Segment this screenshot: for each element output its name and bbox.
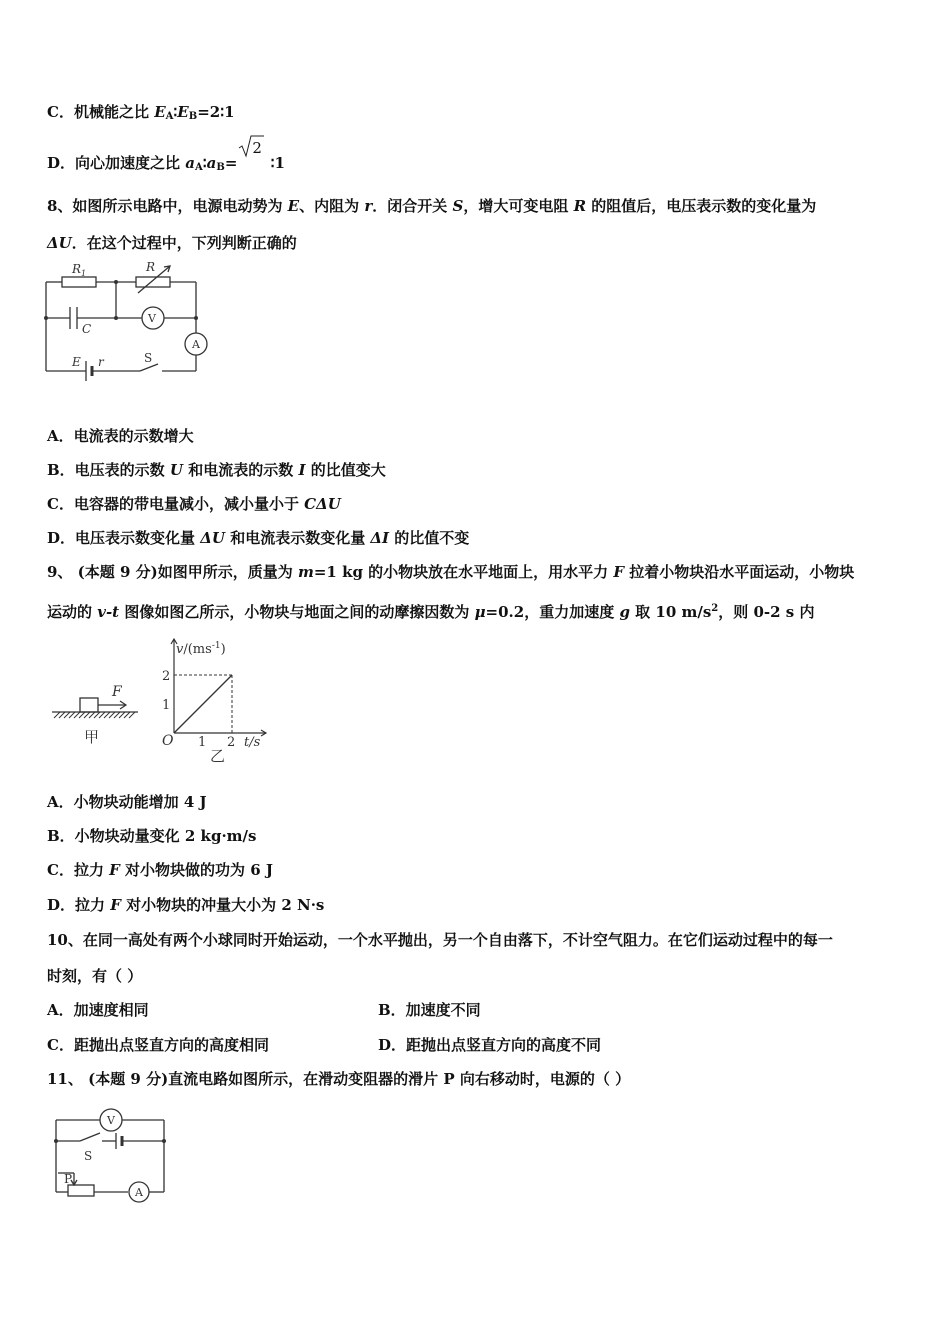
- origin-label: O: [162, 733, 174, 749]
- q9-stem-line1: 9、 (本题 9 分)如图甲所示，质量为 m=1 kg 的小物块放在水平地面上，用水平力 F 拉着小物块沿水平面运动，小物块: [47, 563, 855, 581]
- q9-vt-chart: [158, 633, 278, 763]
- svg-text:V: V: [107, 1114, 115, 1127]
- svg-text:P: P: [64, 1172, 73, 1186]
- q10-option-b: B．加速度不同: [378, 1001, 481, 1019]
- svg-text:C: C: [82, 322, 92, 336]
- switch-icon: [140, 364, 158, 371]
- q10-stem-line1: 10、在同一高处有两个小球同时开始运动，一个水平抛出，另一个自由落下，不计空气阻力。在它们运动过程中的每一: [47, 931, 833, 949]
- q10-option-a: A．加速度相同: [47, 1001, 149, 1019]
- q9-option-d: D．拉力 F 对小物块的冲量大小为 2 N·s: [47, 896, 325, 914]
- q9-option-c: C．拉力 F 对小物块做的功为 6 J: [47, 861, 274, 879]
- q8-option-d: D．电压表示数变化量 ΔU 和电流表示数变化量 ΔI 的比值不变: [47, 529, 470, 547]
- sqrt-expression: 2: [237, 148, 265, 168]
- svg-text:甲: 甲: [84, 728, 100, 746]
- y-tick-label: 2: [162, 669, 171, 684]
- svg-text:r: r: [98, 355, 104, 369]
- y-axis-label: $v/(ms^{-1})$: [176, 641, 226, 657]
- q8-circuit-diagram: [40, 258, 230, 393]
- q8-option-a: A．电流表的示数增大: [47, 427, 194, 445]
- svg-text:V: V: [148, 312, 156, 325]
- figure-label: 乙: [210, 747, 226, 765]
- q10-stem-line2: 时刻，有（ ）: [47, 967, 143, 985]
- q8-stem-line2: ΔU．在这个过程中，下列判断正确的: [47, 234, 297, 252]
- resistor-r1: [62, 277, 96, 287]
- x-tick-label: 2: [227, 735, 236, 750]
- q10-option-c: C．距抛出点竖直方向的高度相同: [47, 1036, 269, 1054]
- block-icon: [80, 698, 98, 712]
- q7-option-c: C．机械能之比 $E_A∶E_B=2∶1$: [47, 103, 235, 122]
- q8-option-c: C．电容器的带电量减小，减小量小于 CΔU: [47, 495, 341, 513]
- svg-text:A: A: [192, 338, 200, 351]
- q9-option-b: B．小物块动量变化 2 kg·m/s: [47, 827, 257, 845]
- x-axis-label: t/s: [244, 735, 261, 750]
- q8-option-b: B．电压表的示数 U 和电流表的示数 I 的比值变大: [47, 461, 386, 479]
- q9-option-a: A．小物块动能增加 4 J: [47, 793, 207, 811]
- y-tick-label: 1: [162, 698, 171, 713]
- q11-circuit-diagram: [50, 1105, 180, 1205]
- q9-stem-line2: 运动的 v-t 图像如图乙所示，小物块与地面之间的动摩擦因数为 μ=0.2，重力加速度 g 取 10 $m/s^2$，则 0-2 s 内: [47, 603, 815, 621]
- svg-text:R: R: [146, 260, 156, 274]
- q8-stem-line1: 8、如图所示电路中，电源电动势为 E、内阻为 r．闭合开关 S，增大可变电阻 R 的阻值后，电压表示数的变化量为: [47, 197, 817, 215]
- q7-option-d: D．向心加速度之比 $a_A∶a_B=$ 2 ∶1: [47, 148, 285, 178]
- svg-text:S: S: [144, 351, 153, 365]
- svg-text:F: F: [112, 684, 122, 700]
- q9-figure-jia: [48, 680, 148, 750]
- switch-icon: [80, 1133, 100, 1141]
- x-tick-label: 1: [198, 735, 207, 750]
- series-line: [174, 675, 232, 733]
- variable-resistor-r: [136, 277, 170, 287]
- q11-stem-line1: 11、 (本题 9 分)直流电路如图所示，在滑动变阻器的滑片 P 向右移动时，电源的（ ）: [47, 1070, 631, 1088]
- svg-text:R1: $R_1$: [72, 262, 87, 278]
- svg-text:E: E: [72, 355, 81, 369]
- q10-option-d: D．距抛出点竖直方向的高度不同: [378, 1036, 602, 1054]
- svg-text:S: S: [84, 1149, 93, 1163]
- svg-text:A: A: [135, 1186, 143, 1199]
- rheostat-icon: [68, 1185, 94, 1196]
